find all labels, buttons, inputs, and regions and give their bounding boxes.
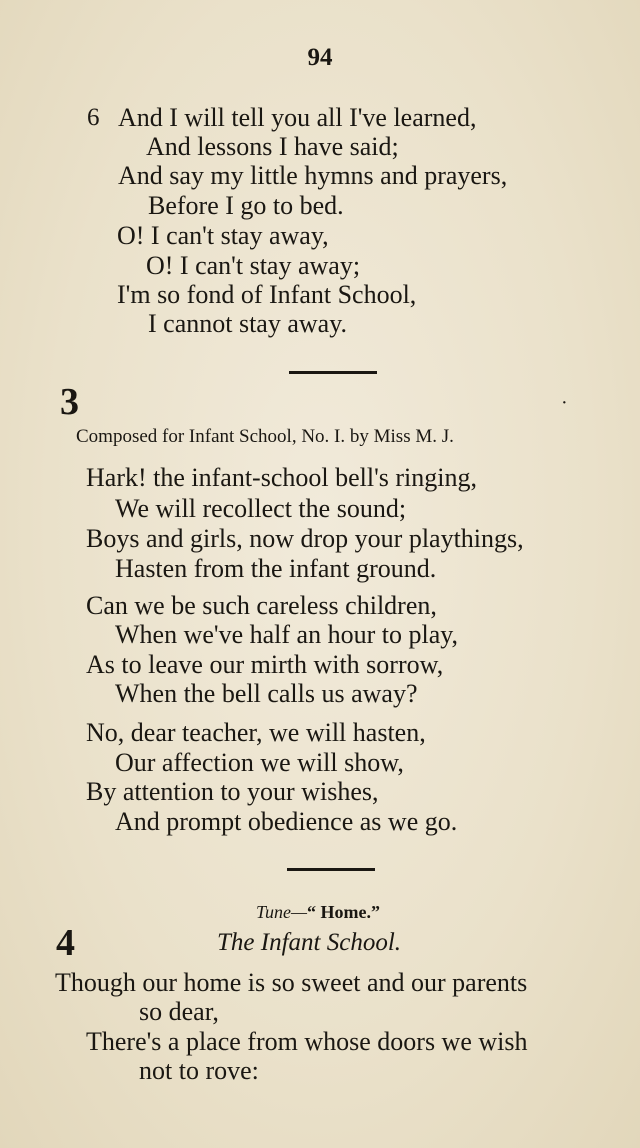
verse-line: Though our home is so sweet and our parents [55,968,528,997]
verse-line: Our affection we will show, [115,748,404,777]
printer-mark: · [561,392,568,414]
verse-line: And I will tell you all I've learned, [118,103,477,132]
section-divider [287,868,375,871]
verse-line: As to leave our mirth with sorrow, [86,650,444,679]
tune-name: “ Home.” [307,902,380,922]
verse-line: Boys and girls, now drop your playthings, [86,524,524,553]
verse-line: And say my little hymns and prayers, [118,161,508,190]
verse-line: And lessons I have said; [146,132,399,161]
hymn-number: 3 [60,381,79,423]
verse-line: We will recollect the sound; [115,494,407,523]
tune-line [256,902,380,923]
hymn-title: The Infant School. [217,929,402,956]
hymn-number: 4 [56,922,75,964]
verse-line: Hark! the infant-school bell's ringing, [86,463,477,492]
verse-line: By attention to your wishes, [86,777,379,806]
verse-line: Can we be such careless children, [86,591,437,620]
verse-line: No, dear teacher, we will hasten, [86,718,426,747]
verse-line: When we've half an hour to play, [115,620,459,649]
section-divider [289,371,377,374]
verse-line: I cannot stay away. [148,309,348,338]
verse-line: And prompt obedience as we go. [115,807,458,836]
verse-line: not to rove: [139,1056,259,1085]
verse-line: I'm so fond of Infant School, [117,280,417,309]
verse-line: There's a place from whose doors we wish [86,1027,528,1056]
stanza-number: 6 [87,104,100,131]
verse-line: Hasten from the infant ground. [115,554,437,583]
verse-line: so dear, [139,997,219,1026]
page-number: 94 [307,44,333,71]
verse-line: Before I go to bed. [148,191,344,220]
verse-line: O! I can't stay away; [146,251,361,280]
verse-line: When the bell calls us away? [115,679,418,708]
hymn-subtitle: Composed for Infant School, No. I. by Miss M. J. [76,426,454,447]
verse-line: O! I can't stay away, [117,221,329,250]
tune-label: Tune— [256,902,308,922]
